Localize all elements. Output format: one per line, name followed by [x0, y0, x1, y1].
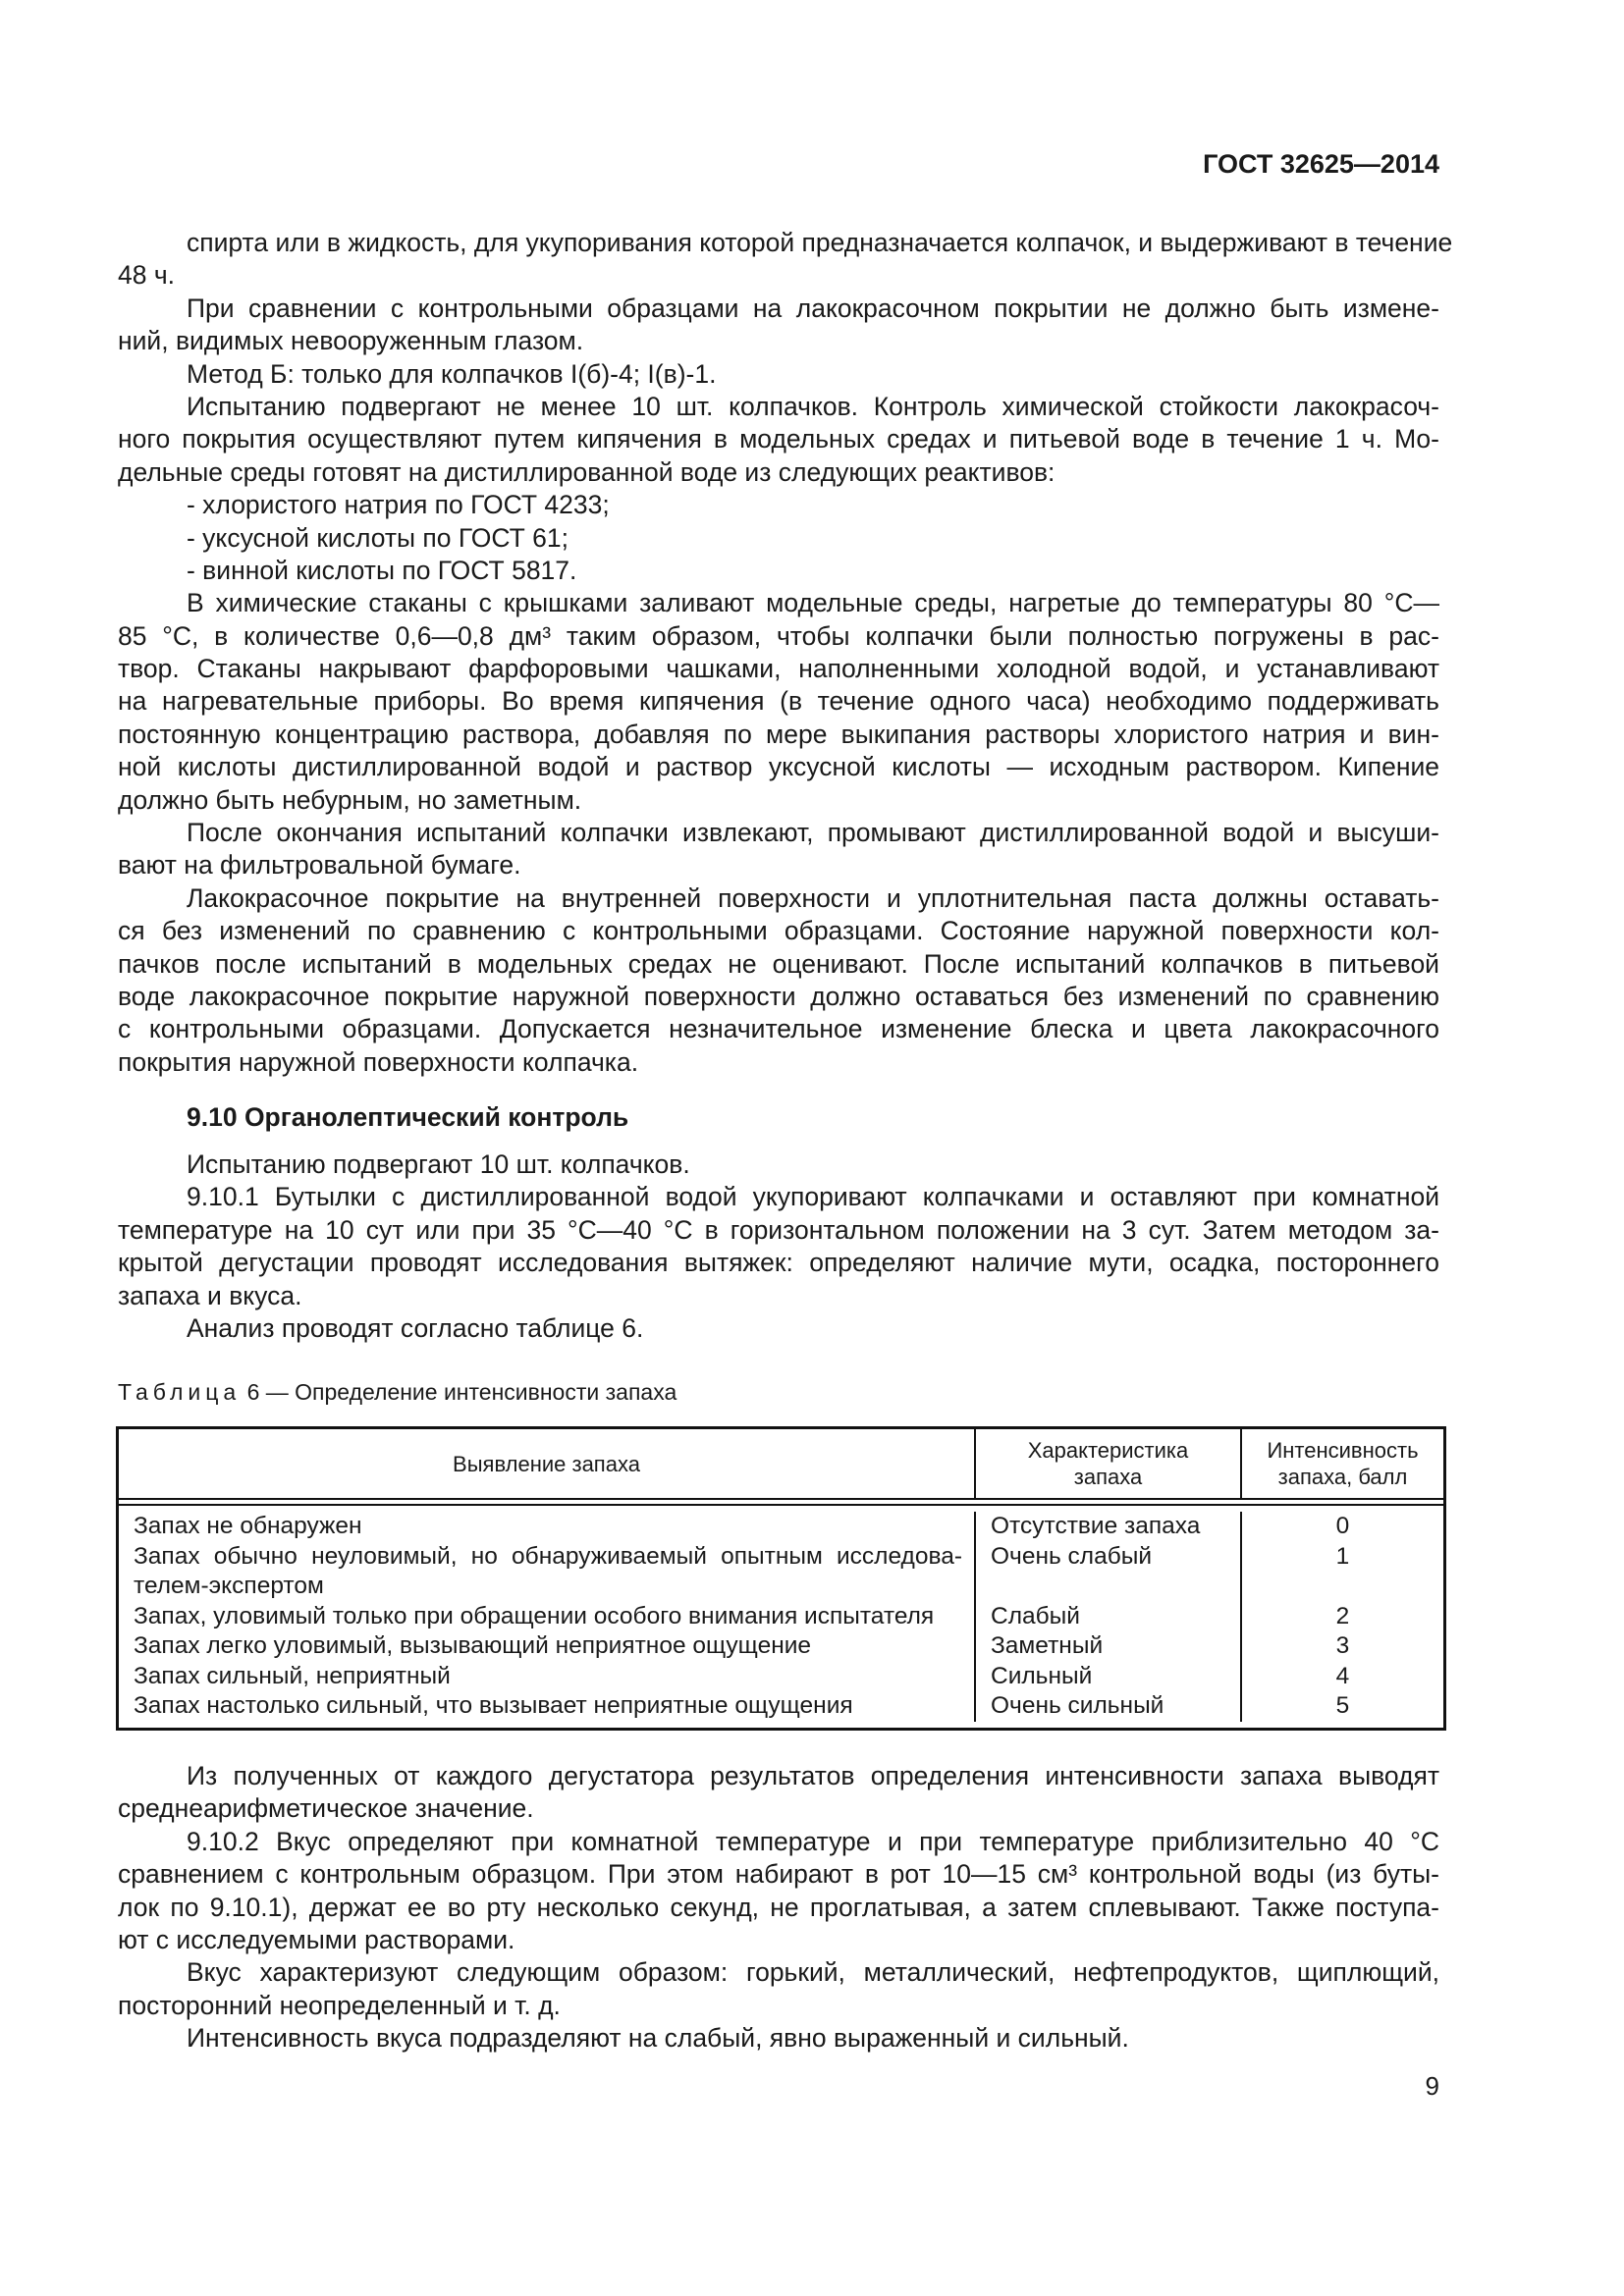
column-score — [1242, 1512, 1443, 1722]
text-line: - уксусной кислоты по ГОСТ 61; — [187, 522, 568, 553]
section-heading: 9.10 Органолептический контроль — [187, 1102, 629, 1132]
cell-score: 0 — [1335, 1513, 1350, 1539]
cell-characteristic: Отсутствие запаха — [991, 1513, 1201, 1539]
text-line: ной кислоты дистиллированной водой и раствор уксусной кислоты — исходным раствором. Кипение — [118, 752, 1439, 782]
text-line: запаха и вкуса. — [118, 1280, 302, 1310]
text-line: на нагревательные приборы. Во время кипячения (в течение одного часа) необходимо поддерживать — [118, 686, 1439, 717]
text-line: крытой дегустации проводят исследования вытяжек: определяют наличие мути, осадка, постороннего — [118, 1248, 1439, 1278]
cell-score: 2 — [1335, 1602, 1350, 1629]
text-line: температуре на 10 сут или при 35 °С—40 °С в горизонтальном положении на 3 сут. Затем методом за- — [118, 1214, 1439, 1245]
text-line: 48 ч. — [118, 260, 176, 291]
text-line: Лакокрасочное покрытие на внутренней поверхности и уплотнительная паста должны оставать- — [187, 882, 1439, 913]
text-line: 9.10.2 Вкус определяют при комнатной температуре и при температуре приблизительно 40 °С — [187, 1826, 1439, 1856]
paragraph — [118, 391, 1439, 489]
paragraph — [118, 1148, 1439, 1181]
page-number: 9 — [1425, 2071, 1439, 2101]
header-score — [1242, 1429, 1443, 1498]
text-line: ся без изменений по сравнению с контрольными образцами. Состояние наружной поверхности кол- — [118, 916, 1439, 946]
table-header-row — [119, 1429, 1443, 1500]
text-line: воде лакокрасочное покрытие наружной поверхности должно оставаться без изменений по сравнению — [118, 981, 1439, 1011]
cell-characteristic: Очень слабый — [991, 1542, 1153, 1570]
paragraph — [118, 1760, 1439, 1826]
body-text-block-1 — [118, 227, 1453, 1079]
table-caption-label: Таблица — [118, 1379, 242, 1405]
cell-detection: телем-экспертом — [134, 1573, 324, 1599]
cell-detection: Запах настолько сильный, что вызывает неприятные ощущения — [134, 1692, 853, 1719]
text-line: Интенсивность вкуса подразделяют на слабый, явно выраженный и сильный. — [187, 2023, 1129, 2054]
text-line: Метод Б: только для колпачков I(б)-4; I(в)-1. — [187, 358, 717, 389]
paragraph — [118, 555, 1439, 587]
paragraph — [118, 293, 1439, 358]
cell-detection: Запах, уловимый только при обращении особого внимания испытателя — [134, 1602, 935, 1629]
text-line: постоянную концентрацию раствора, добавляя по мере выкипания растворы хлористого натрия и вин- — [118, 719, 1439, 749]
cell-score: 5 — [1335, 1692, 1350, 1719]
text-line: пачков после испытаний в модельных средах не оценивают. После испытаний колпачков в питьевой — [118, 948, 1439, 979]
text-line: должно быть небурным, но заметным. — [118, 784, 582, 815]
text-line: твор. Стаканы накрывают фарфоровыми чашками, наполненными холодной водой, и устанавливают — [118, 654, 1439, 684]
paragraph — [118, 522, 1439, 555]
text-line: 9.10.1 Бутылки с дистиллированной водой укупоривают колпачками и оставляют при комнатной — [187, 1182, 1439, 1212]
header-label: Характеристика запаха — [1027, 1438, 1189, 1489]
text-line: Анализ проводят согласно таблице 6. — [187, 1312, 644, 1343]
text-line: ного покрытия осуществляют путем кипячения в модельных средах и питьевой воде в течение 1 ч. Мо- — [118, 424, 1439, 454]
table-caption — [118, 1377, 677, 1407]
text-line: лок по 9.10.1), держат ее во рту несколько секунд, не проглатывая, а затем сплевывают. Также поступа- — [118, 1892, 1439, 1922]
odor-intensity-table — [116, 1426, 1446, 1731]
text-line: 85 °С, в количестве 0,6—0,8 дм³ таким образом, чтобы колпачки были полностью погружены в рас- — [118, 620, 1439, 651]
cell-detection: Запах сильный, неприятный — [134, 1662, 451, 1689]
text-line: ют с исследуемыми растворами. — [118, 1924, 515, 1954]
paragraph — [118, 882, 1439, 1079]
paragraph — [118, 1312, 1439, 1345]
text-line: Вкус характеризуют следующим образом: горький, металлический, нефтепродуктов, щиплющий, — [187, 1957, 1439, 1988]
cell-detection: Запах не обнаружен — [134, 1513, 362, 1539]
text-line: В химические стаканы с крышками заливают модельные среды, нагретые до температуры 80 °С— — [187, 588, 1439, 618]
body-text-block-3 — [118, 1760, 1439, 2056]
cell-characteristic: Слабый — [991, 1602, 1080, 1629]
text-line: спирта или в жидкость, для укупоривания которой предназначается колпачок, и выдерживают в течение — [187, 228, 1453, 257]
cell-spacer — [1242, 1572, 1443, 1602]
cell-spacer — [976, 1572, 1240, 1602]
text-line: - хлористого натрия по ГОСТ 4233; — [187, 490, 610, 520]
cell-characteristic: Сильный — [991, 1662, 1093, 1689]
cell-detection: Запах обычно неуловимый, но обнаруживаемый опытным исследова- — [134, 1542, 962, 1570]
header-detection — [119, 1429, 976, 1498]
cell-characteristic: Заметный — [991, 1632, 1104, 1659]
column-detection — [119, 1512, 976, 1722]
text-line: После окончания испытаний колпачки извлекают, промывают дистиллированной водой и высуши- — [187, 818, 1439, 848]
text-line: посторонний неопределенный и т. д. — [118, 1990, 561, 2020]
paragraph — [118, 2022, 1439, 2055]
cell-characteristic: Очень сильный — [991, 1692, 1164, 1719]
cell-score: 3 — [1335, 1632, 1350, 1659]
paragraph — [118, 1956, 1439, 2022]
text-line: Испытанию подвергают не менее 10 шт. колпачков. Контроль химической стойкости лакокрасоч- — [187, 391, 1439, 421]
paragraph — [118, 1826, 1439, 1957]
text-line: - винной кислоты по ГОСТ 5817. — [187, 555, 577, 585]
paragraph — [118, 489, 1439, 521]
document-id-header: ГОСТ 32625—2014 — [1203, 149, 1439, 179]
text-line: среднеарифметическое значение. — [118, 1793, 534, 1824]
cell-detection: Запах легко уловимый, вызывающий неприятное ощущение — [134, 1632, 812, 1659]
text-line: с контрольными образцами. Допускается незначительное изменение блеска и цвета лакокрасочного — [118, 1014, 1439, 1044]
paragraph — [118, 1181, 1439, 1312]
table-body — [119, 1506, 1443, 1728]
table-caption-title: 6 — Определение интенсивности запаха — [241, 1379, 677, 1405]
cell-score: 1 — [1335, 1542, 1350, 1570]
paragraph — [118, 358, 1439, 391]
cell-score: 4 — [1335, 1662, 1350, 1689]
text-line: сравнением с контрольным образцом. При этом набирают в рот 10—15 см³ контрольной воды (из буты- — [118, 1859, 1439, 1890]
text-line: покрытия наружной поверхности колпачка. — [118, 1046, 639, 1077]
text-line: ний, видимых невооруженным глазом. — [118, 326, 584, 356]
paragraph — [118, 227, 1453, 293]
header-label: Выявление запаха — [453, 1451, 640, 1476]
paragraph — [118, 587, 1439, 817]
text-line: При сравнении с контрольными образцами на лакокрасочном покрытии не должно быть измене- — [187, 293, 1439, 323]
paragraph — [118, 817, 1439, 882]
text-line: дельные среды готовят на дистиллированной воде из следующих реактивов: — [118, 456, 1056, 487]
header-characteristic — [976, 1429, 1242, 1498]
body-text-block-2 — [118, 1148, 1439, 1345]
header-label: Интенсивность запаха, балл — [1267, 1438, 1419, 1489]
text-line: Испытанию подвергают 10 шт. колпачков. — [187, 1149, 690, 1179]
column-characteristic — [976, 1512, 1242, 1722]
text-line: Из полученных от каждого дегустатора результатов определения интенсивности запаха выводят — [187, 1761, 1439, 1790]
text-line: вают на фильтровальной бумаге. — [118, 850, 521, 881]
